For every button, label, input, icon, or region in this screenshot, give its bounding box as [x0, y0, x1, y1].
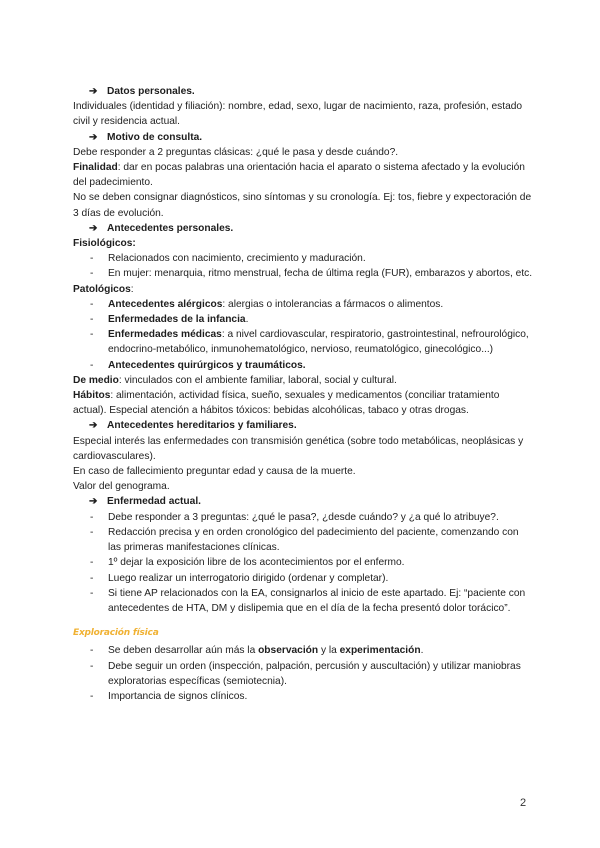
- motivo-line1: Debe responder a 2 preguntas clásicas: ¿qué le pasa y desde cuándo?.: [73, 146, 399, 158]
- list-item: - Se deben desarrollar aún más la observación y la experimentación.: [90, 645, 424, 657]
- patologicos-list: [73, 297, 533, 373]
- patologicos-label: Patológicos:: [73, 283, 134, 295]
- fisiologicos-list: [73, 251, 533, 281]
- list-item: - Importancia de signos clínicos.: [90, 690, 248, 702]
- list-item: - Redacción precisa y en orden cronológico del padecimiento del paciente, comenzando con las primeras manifestaciones clínicas.: [90, 526, 519, 554]
- list-item: - Luego realizar un interrogatorio dirigido (ordenar y completar).: [90, 572, 389, 584]
- de-medio-paragraph: De medio: vinculados con el ambiente familiar, laboral, social y cultural.: [73, 374, 397, 386]
- section-heading-antecedentes-hereditarios: ➔ Antecedentes hereditarios y familiares.: [73, 418, 533, 433]
- habitos-paragraph: Hábitos: alimentación, actividad física, sueño, sexuales y medicamentos (conciliar tratamiento actual). Especial atención a hábitos tóxicos: bebidas alcohólicas, tabaco y otras drogas.: [73, 390, 500, 417]
- finalidad-label: Finalidad: [73, 162, 118, 174]
- list-item: - 1º dejar la exposición libre de los acontecimientos por el enfermo.: [90, 557, 405, 569]
- hereditarios-line3: Valor del genograma.: [73, 481, 170, 493]
- list-item: - Debe responder a 3 preguntas: ¿qué le pasa?, ¿desde cuándo? y ¿a qué lo atribuye?.: [90, 511, 499, 523]
- arrow-icon: ➔: [89, 420, 98, 432]
- finalidad-paragraph: Finalidad: dar en pocas palabras una orientación hacia el aparato o sistema afectado y la evolución del padecimiento.: [73, 162, 525, 189]
- fisiologicos-label: Fisiológicos:: [73, 238, 136, 250]
- hereditarios-line2: En caso de fallecimiento preguntar edad y causa de la muerte.: [73, 466, 356, 478]
- list-item: - En mujer: menarquia, ritmo menstrual, fecha de última regla (FUR), embarazos y abortos, etc.: [90, 268, 533, 280]
- arrow-icon: ➔: [89, 222, 98, 234]
- hereditarios-line1: Especial interés las enfermedades con transmisión genética (sobre todo metabólicas, neoplásicas y cardiovasculares).: [73, 435, 524, 462]
- enfermedad-actual-list: [73, 510, 533, 616]
- list-item: - Enfermedades de la infancia.: [90, 314, 249, 326]
- section-heading-motivo-consulta: ➔ Motivo de consulta.: [73, 130, 533, 145]
- page-number: 2: [520, 797, 527, 809]
- list-item: - Antecedentes alérgicos: alergias o intolerancias a fármacos o alimentos.: [90, 298, 444, 310]
- list-item: - Antecedentes quirúrgicos y traumáticos.: [90, 359, 306, 371]
- arrow-icon: ➔: [89, 496, 98, 508]
- document-body: [73, 84, 533, 704]
- arrow-icon: ➔: [89, 86, 98, 97]
- motivo-line3: No se deben consignar diagnósticos, sino síntomas y su cronología. Ej: tos, fiebre y expectoración de 3 días de evolución.: [73, 192, 532, 219]
- list-item: - Enfermedades médicas: a nivel cardiovascular, respiratorio, gastrointestinal, nefrourológico, endocrino-metabólico, inmunohematológico, nervioso, reumatológico, ginecológico...): [90, 329, 529, 356]
- list-item: - Relacionados con nacimiento, crecimiento y maduración.: [90, 253, 366, 265]
- list-item: - Si tiene AP relacionados con la EA, consignarlos al inicio de este apartado. Ej: “paciente con antecedentes de HTA, DM y dislipemia que en el día de la fecha presentó dolor torácico”.: [90, 587, 526, 614]
- section-heading-enfermedad-actual: ➔ Enfermedad actual.: [73, 494, 533, 509]
- arrow-icon: ➔: [89, 131, 98, 143]
- list-item: - Debe seguir un orden (inspección, palpación, percusión y auscultación) y utilizar maniobras exploratorias específicas (semiotecnia).: [90, 660, 521, 687]
- exploracion-fisica-title: Exploración física: [73, 628, 159, 639]
- datos-personales-text: Individuales (identidad y filiación): nombre, edad, sexo, lugar de nacimiento, raza, profesión, estado civil y residencia actual.: [73, 101, 523, 128]
- section-heading-antecedentes-personales: ➔ Antecedentes personales.: [73, 221, 533, 236]
- section-heading-datos-personales: ➔ Datos personales.: [73, 84, 533, 99]
- exploracion-fisica-list: [73, 643, 533, 704]
